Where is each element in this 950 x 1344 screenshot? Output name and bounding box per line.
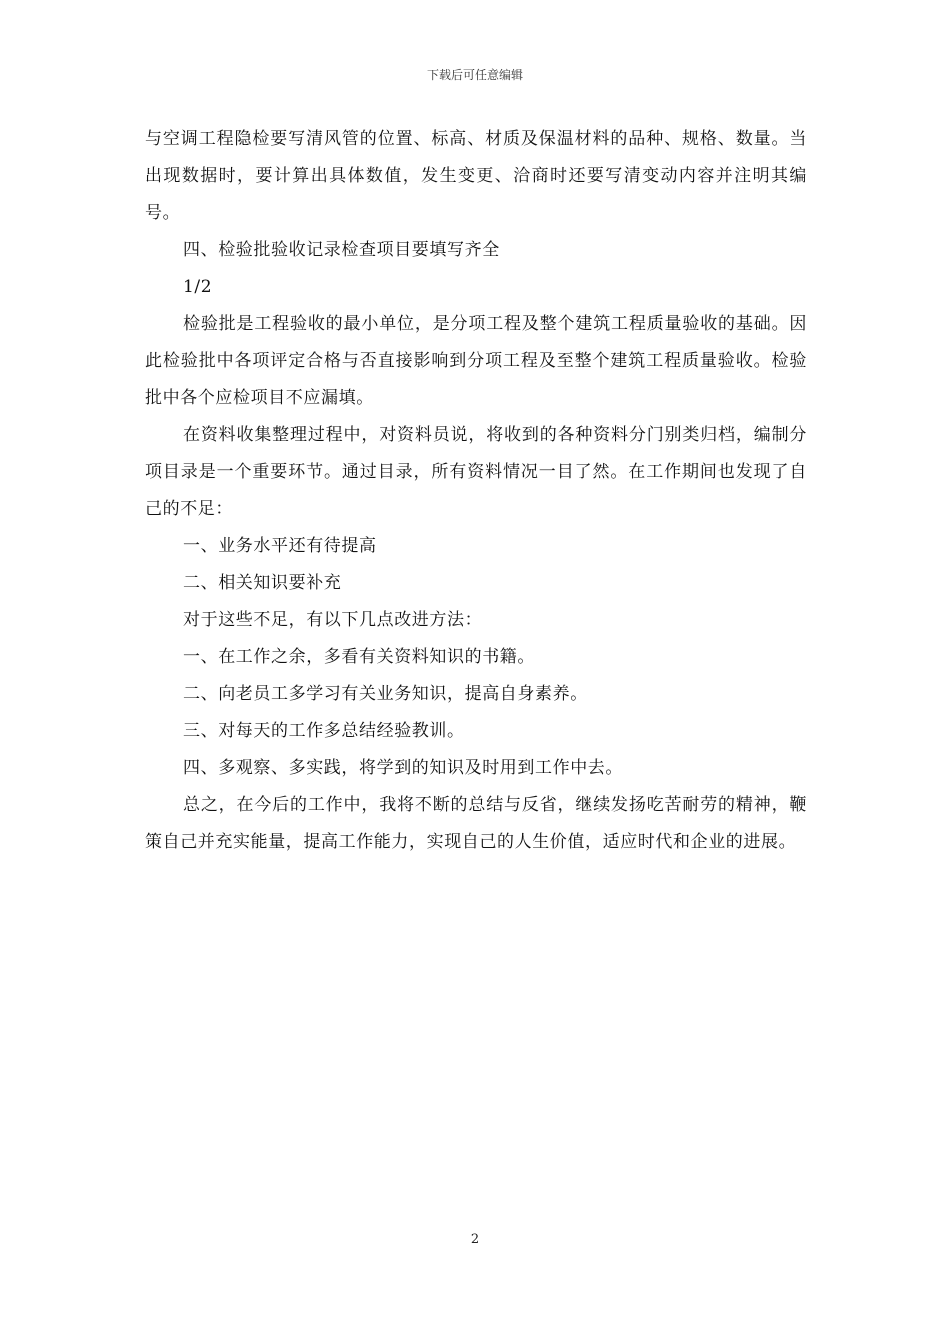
page-header: 下载后可任意编辑 <box>426 68 523 82</box>
paragraph-ductwork-inspection: 与空调工程隐检要写清风管的位置、标高、材质及保温材料的品种、规格、数量。当出现数据时，要计算出具体数值，发生变更、洽商时还要写清变动内容并注明其编号。 <box>145 129 807 223</box>
list-item-shortcoming-2: 二、相关知识要补充 <box>183 573 342 593</box>
list-item-improvement-3: 三、对每天的工作多总结经验教训。 <box>183 721 465 741</box>
document-body <box>145 121 807 861</box>
list-item-improvement-2: 二、向老员工多学习有关业务知识，提高自身素养。 <box>183 684 588 704</box>
paragraph-improvement-intro: 对于这些不足，有以下几点改进方法： <box>183 610 483 630</box>
page-number: 2 <box>470 1232 480 1247</box>
paragraph-conclusion: 总之，在今后的工作中，我将不断的总结与反省，继续发扬吃苦耐劳的精神，鞭策自己并充实能量，提高工作能力，实现自己的人生价值，适应时代和企业的进展。 <box>145 795 807 852</box>
list-item-shortcoming-1: 一、业务水平还有待提高 <box>183 536 377 556</box>
list-item-improvement-1: 一、在工作之余，多看有关资料知识的书籍。 <box>183 647 535 667</box>
paragraph-data-collection: 在资料收集整理过程中，对资料员说，将收到的各种资料分门别类归档，编制分项目录是一个重要环节。通过目录，所有资料情况一目了然。在工作期间也发现了自己的不足： <box>145 425 807 519</box>
heading-inspection-batch: 四、检验批验收记录检查项目要填写齐全 <box>183 240 500 260</box>
list-item-improvement-4: 四、多观察、多实践，将学到的知识及时用到工作中去。 <box>183 758 623 778</box>
page-marker: 1/2 <box>183 277 213 297</box>
paragraph-inspection-batch: 检验批是工程验收的最小单位，是分项工程及整个建筑工程质量验收的基础。因此检验批中各项评定合格与否直接影响到分项工程及至整个建筑工程质量验收。检验批中各个应检项目不应漏填。 <box>145 314 807 408</box>
